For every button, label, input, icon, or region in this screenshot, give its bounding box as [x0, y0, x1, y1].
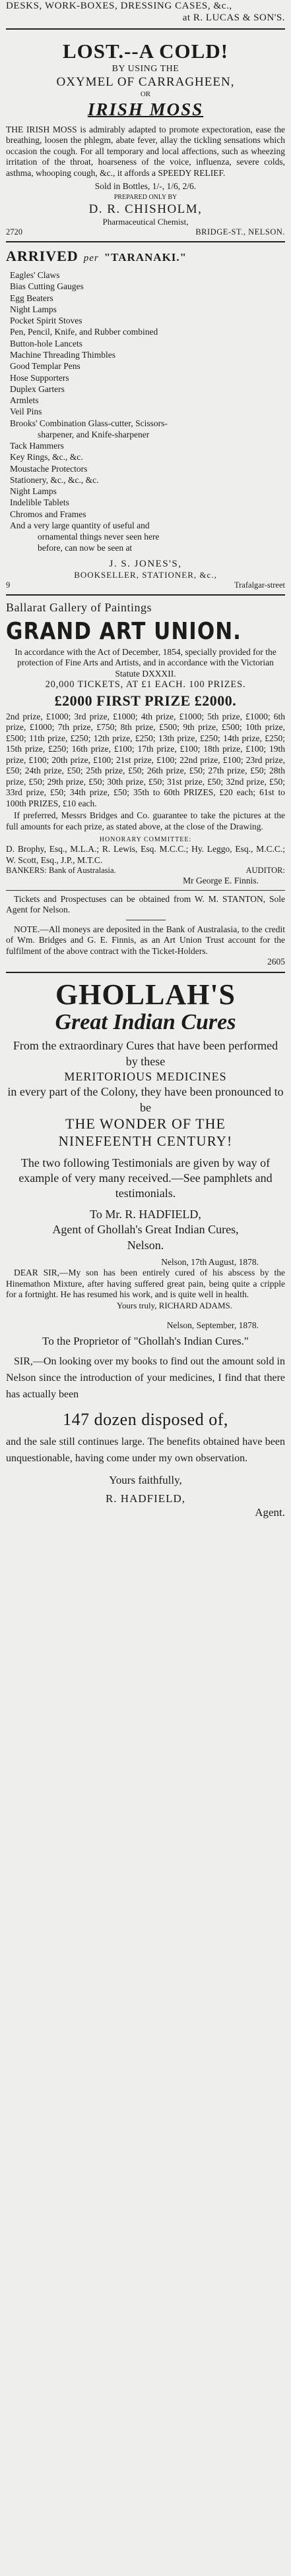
art-union-intro: In accordance with the Act of December, 1854, specially provided for the protection of Fine Arts and Artists, and in accordance with the Victorian Statute DXXXII.: [15, 646, 276, 679]
goods-list-item: before, can now be seen at: [38, 543, 133, 553]
nineteenth-century-line: NINEFEENTH CENTURY!: [58, 1133, 233, 1150]
goods-list-item: Night Lamps: [10, 486, 57, 497]
guarantee-text: If preferred, Messrs Bridges and Co. guarantee to take the pictures at the full amounts for each prize, as stated above, at the close of the Drawing.: [6, 810, 285, 831]
grand-art-union-title: GRAND ART UNION.: [6, 618, 242, 646]
taranaki-arrivals-advertisement: [6, 248, 285, 590]
gallery-title: Ballarat Gallery of Paintings: [6, 601, 152, 615]
letter-2-body-start: SIR,—On looking over my books to find out the amount sold in Nelson since the introduction of your medicines, I find that there has actually been: [6, 1355, 285, 1400]
goods-list-item: Night Lamps: [10, 304, 57, 314]
auditor-name: Mr George E. Finnis.: [183, 876, 259, 886]
ghollah-title: GHOLLAH'S: [55, 978, 236, 1011]
ad-reference-number: 2605: [267, 957, 285, 967]
goods-list-item: Tack Hammers: [10, 441, 64, 451]
testimonials-intro: The two following Testimonials are given by way of example of very many received.—See pamphlets and testimonials.: [18, 1156, 273, 1200]
note-text: NOTE.—All moneys are deposited in the Bank of Australasia, to the credit of Wm. Bridges and G. E. Finnis, as an Art Union Trust account for the fulfilment of the above contract with the Ticket-Holders.: [6, 924, 285, 956]
divider: [6, 890, 285, 891]
tickets-line: 20,000 TICKETS, AT £1 EACH. 100 PRIZES.: [45, 679, 246, 690]
divider: [6, 241, 285, 242]
ghollah-subtitle: Great Indian Cures: [55, 1009, 236, 1034]
goods-list-item: Key Rings, &c., &c.: [10, 452, 83, 462]
address-row: [6, 227, 285, 237]
ad-reference-number: 2720: [6, 227, 22, 237]
ad-reference-number: 9: [6, 580, 11, 590]
lost-cold-headline: LOST.--A COLD!: [62, 39, 229, 63]
goods-list-item: Brooks' Combination Glass-cutter, Scissors-: [10, 418, 168, 428]
desks-line-2: at R. LUCAS & SON'S.: [182, 13, 285, 24]
oxymel-line: OXYMEL OF CARRAGHEEN,: [56, 75, 235, 90]
goods-list-item: Eagles' Claws: [10, 270, 60, 281]
prepared-by-line: PREPARED ONLY BY: [113, 193, 178, 201]
first-prize-line: £2000 FIRST PRIZE £2000.: [54, 692, 237, 710]
bankers-text: BANKERS: Bank of Australasia.: [6, 866, 116, 876]
meritorious-line: MERITORIOUS MEDICINES: [64, 1070, 227, 1084]
goods-list-item: sharpener, and Knife-sharpener: [38, 429, 150, 439]
desks-advertisement: [6, 0, 285, 24]
goods-list-item: Duplex Garters: [10, 383, 65, 394]
goods-list-item: Machine Threading Thimbles: [10, 349, 115, 360]
merchant-address: Trafalgar-street: [234, 580, 285, 590]
letter-2-addressee: To the Proprietor of "Ghollah's Indian Cures.": [42, 1335, 249, 1348]
divider: [6, 594, 285, 596]
ghollah-intro-2: in every part of the Colony, they have been pronounced to be: [7, 1085, 284, 1114]
addressee-line: To Mr. R. HADFIELD,: [90, 1207, 201, 1221]
dozen-disposed-line: 147 dozen disposed of,: [63, 1410, 228, 1430]
chemist-name: D. R. CHISHOLM,: [88, 202, 203, 216]
divider: [6, 972, 285, 973]
committee-members: D. Brophy, Esq., M.L.A.; R. Lewis, Esq. M.C.C.; Hy. Leggo, Esq., M.C.C.; W. Scott, Esq., J.P., M.T.C.: [6, 844, 285, 865]
merchant-name: J. S. JONES'S,: [109, 558, 182, 569]
goods-list-item: Pocket Spirit Stoves: [10, 316, 82, 326]
prize-list: 2nd prize, £1000; 3rd prize, £1000; 4th prize, £1000; 5th prize, £1000; 6th prize, £1000; 7th prize, £750; 8th prize, £500; 9th prize, £500; 10th prize, £500; 11th prize, £250; 12th prize, £250; 13th prize, £250; 14th prize, £250; 15th prize, £250; 16th prize, £100; 17th prize, £100; 18th prize, £100; 19th prize, £100; 20th prize, £100; 21st prize, £100; 22nd prize, £100; 23rd prize, £50; 24th prize, £50; 25th prize, £50; 26th prize, £50; 27th prize, £50; 28th prize, £50; 29th prize, £50; 30th prize, £50; 31st prize, £50; 32nd prize, £50; 33rd prize, £50; 34th prize, £50; 35th to 60th PRIZES, £20 each; 61st to 100th PRIZES, £10 each.: [6, 711, 285, 808]
goods-list-item: Hose Supporters: [10, 372, 69, 383]
letter-1-signature: Yours truly, RICHARD ADAMS.: [116, 1300, 232, 1310]
goods-list-item: Veil Pins: [10, 406, 42, 417]
irish-moss-advertisement: [6, 35, 285, 238]
agent-title: Agent.: [255, 1506, 285, 1519]
goods-list-item: Stationery, &c., &c., &c.: [10, 474, 99, 485]
arrived-per: per: [83, 253, 99, 264]
chemist-address: BRIDGE-ST., NELSON.: [195, 227, 285, 237]
goods-list-item: Good Templar Pens: [10, 361, 81, 372]
goods-list-item: Egg Beaters: [10, 293, 53, 303]
auditor-label: AUDITOR:: [245, 866, 285, 876]
price-line: Sold in Bottles, 1/-, 1/6, 2/6.: [94, 181, 197, 192]
nelson-line: Nelson.: [127, 1238, 164, 1252]
ghollah-intro-1: From the extraordinary Cures that have been performed by these: [13, 1039, 278, 1068]
letter-2-body-end: and the sale still continues large. The benefits obtained have been unquestionable, having come under my own observation.: [6, 1436, 285, 1464]
arrived-title: ARRIVED: [6, 248, 79, 265]
wonder-line: THE WONDER OF THE: [65, 1115, 226, 1133]
bankers-row: [6, 866, 285, 876]
goods-list-item: Indelible Tablets: [10, 497, 69, 508]
desks-line-1: DESKS, WORK-BOXES, DRESSING CASES, &c.,: [6, 1, 232, 11]
goods-list-item: Armlets: [10, 395, 39, 406]
agent-text: Tickets and Prospectuses can be obtained from W. M. STANTON, Sole Agent for Nelson.: [6, 893, 285, 915]
goods-list-item: Bias Cutting Gauges: [10, 281, 84, 292]
goods-list-item: Pen, Pencil, Knife, and Rubber combined: [10, 327, 158, 337]
committee-heading: HONORARY COMMITTEE:: [99, 836, 192, 843]
goods-list-item: ornamental things never seen here: [38, 532, 160, 542]
divider: [6, 28, 285, 30]
by-using-line: BY USING THE: [112, 64, 179, 74]
ghollah-advertisement: [6, 978, 285, 1520]
chemist-title: Pharmaceutical Chemist,: [102, 217, 189, 227]
agent-line: Agent of Ghollah's Great Indian Cures,: [52, 1223, 239, 1237]
arrived-heading: [6, 248, 285, 266]
ship-name: "TARANAKI.": [104, 251, 187, 264]
or-line: OR: [140, 90, 151, 98]
address-row: [6, 580, 285, 590]
merchant-trade: BOOKSELLER, STATIONER, &c.,: [74, 570, 217, 580]
irish-moss-body: THE IRISH MOSS is admirably adapted to promote expectoration, ease the breathing, loosen the phlegm, abate fever, allay the tickling sensations which occasion the cough. For all temporary and local affections, such as wheezing irritation of the throat, hoarseness of the voice, influenza, severe colds, asthma, whooping cough, &c., it affords a SPEEDY RELIEF.: [6, 125, 285, 178]
letter-2-date: Nelson, September, 1878.: [166, 1320, 259, 1330]
goods-list-item: Button-hole Lancets: [10, 338, 82, 349]
goods-list-item: And a very large quantity of useful and: [10, 520, 150, 530]
yours-faithfully: Yours faithfully,: [109, 1473, 182, 1486]
goods-list-item: Moustache Protectors: [10, 463, 88, 474]
letter-2-signature: R. HADFIELD,: [105, 1492, 186, 1505]
goods-list-item: Chromos and Frames: [10, 509, 86, 519]
letter-1-date: Nelson, 17th August, 1878.: [161, 1256, 259, 1267]
letter-1-body: DEAR SIR,—My son has been entirely cured of his abscess by the Hinemathon Mixture, after having suffered great pain, being quite a cripple for a fortnight. He has resumed his work, and is quite well in health.: [6, 1268, 285, 1300]
art-union-advertisement: [6, 601, 285, 968]
goods-list: [6, 269, 285, 554]
irish-moss-title: IRISH MOSS: [87, 99, 204, 120]
